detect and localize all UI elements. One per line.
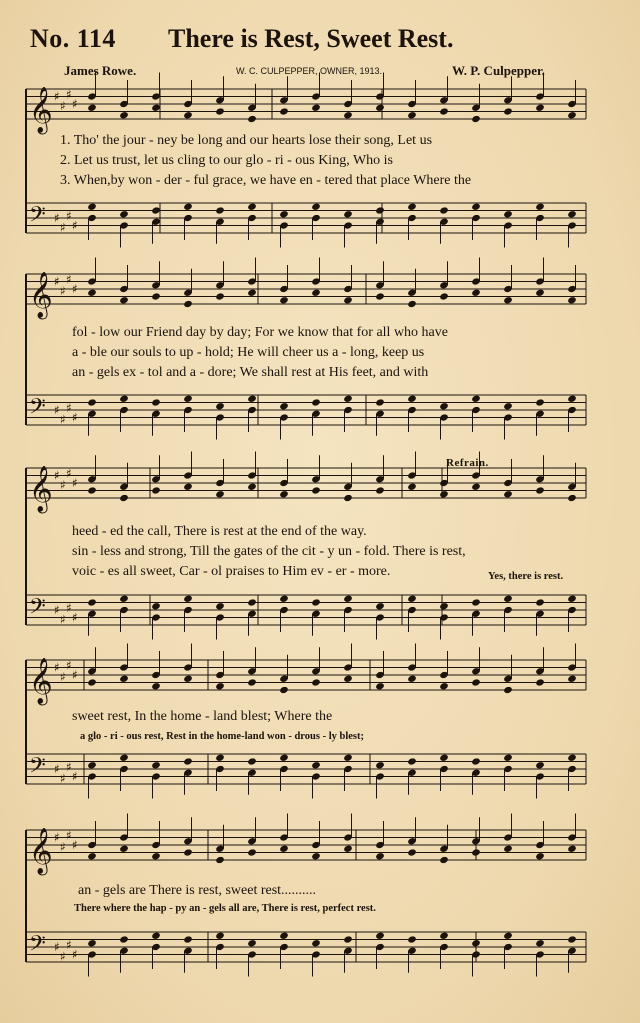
note-head: [343, 111, 353, 119]
note-head: [215, 292, 225, 300]
note-head: [279, 754, 289, 762]
note-head: [119, 845, 129, 853]
note-head: [151, 398, 161, 406]
note-head: [119, 296, 129, 304]
note-head: [151, 761, 161, 769]
note-head: [439, 682, 449, 690]
note-head: [215, 490, 225, 498]
note-head: [503, 845, 513, 853]
note-head: [279, 107, 289, 115]
hymn-title: There is Rest, Sweet Rest.: [168, 24, 454, 53]
refrain-label: Refrain.: [446, 457, 489, 469]
bass-clef-icon: 𝄢: [29, 394, 46, 425]
note-head: [407, 203, 417, 211]
bass-clef-icon: 𝄢: [29, 594, 46, 625]
lyric-line: a - ble our souls to up - hold; He will cheer us a - long, keep us: [72, 345, 425, 360]
note-head: [535, 598, 545, 606]
note-head: [279, 490, 289, 498]
note-head: [375, 932, 385, 940]
note-head: [119, 595, 129, 603]
note-head: [535, 852, 545, 860]
note-head: [375, 486, 385, 494]
note-head: [151, 292, 161, 300]
note-head: [87, 678, 97, 686]
lyric-line: sweet rest, In the home - land blest; Where the: [72, 709, 333, 724]
sharp-icon: ♯: [54, 830, 60, 845]
note-head: [567, 595, 577, 603]
note-head: [215, 206, 225, 214]
sharp-icon: ♯: [72, 769, 78, 784]
sharp-icon: ♯: [72, 947, 78, 962]
note-head: [343, 675, 353, 683]
bass-clef-icon: 𝄢: [29, 202, 46, 233]
lyric-line: an - gels are There is rest, sweet rest..........: [78, 883, 317, 898]
note-head: [247, 115, 257, 123]
note-head: [503, 686, 513, 694]
sharp-icon: ♯: [72, 97, 78, 111]
sharp-icon: ♯: [66, 401, 72, 416]
note-head: [87, 598, 97, 606]
note-head: [311, 289, 321, 297]
note-head: [567, 111, 577, 119]
note-head: [119, 494, 129, 502]
note-head: [279, 402, 289, 410]
sharp-icon: ♯: [60, 949, 66, 964]
note-head: [503, 932, 513, 940]
note-head: [471, 757, 481, 765]
note-head: [343, 494, 353, 502]
bass-clef-icon: 𝄢: [29, 931, 46, 962]
sharp-icon: ♯: [54, 468, 60, 483]
note-head: [279, 686, 289, 694]
sharp-icon: ♯: [72, 282, 78, 296]
note-head: [311, 398, 321, 406]
note-head: [279, 296, 289, 304]
note-head: [439, 206, 449, 214]
lyric-line: fol - low our Friend day by day; For we know that for all who have: [72, 325, 448, 340]
note-head: [535, 486, 545, 494]
note-head: [535, 289, 545, 297]
note-head: [311, 852, 321, 860]
sharp-icon: ♯: [72, 218, 78, 233]
note-head: [439, 107, 449, 115]
note-head: [343, 845, 353, 853]
note-head: [375, 602, 385, 610]
sharp-icon: ♯: [60, 669, 66, 684]
sharp-icon: ♯: [66, 601, 72, 616]
sharp-icon: ♯: [66, 828, 72, 843]
sharp-icon: ♯: [54, 660, 60, 675]
note-head: [247, 289, 257, 297]
note-head: [247, 939, 257, 947]
note-head: [119, 210, 129, 218]
note-head: [215, 754, 225, 762]
sharp-icon: ♯: [60, 98, 66, 113]
note-head: [183, 675, 193, 683]
note-head: [375, 852, 385, 860]
note-head: [407, 675, 417, 683]
note-head: [439, 402, 449, 410]
hymn-number: No. 114: [30, 24, 116, 53]
note-head: [567, 675, 577, 683]
note-head: [247, 678, 257, 686]
note-head: [247, 483, 257, 491]
note-head: [279, 932, 289, 940]
note-head: [311, 761, 321, 769]
note-head: [375, 206, 385, 214]
note-head: [87, 939, 97, 947]
lyric-line: heed - ed the call, There is rest at the end of the way.: [72, 524, 367, 539]
composer-credit: W. P. Culpepper.: [452, 63, 545, 78]
lyric-line: voic - es all sweet, Car - ol praises to Him ev - er - more.: [72, 564, 391, 579]
note-head: [119, 935, 129, 943]
note-head: [151, 682, 161, 690]
note-head: [247, 203, 257, 211]
note-head: [471, 598, 481, 606]
note-head: [151, 486, 161, 494]
note-head: [119, 754, 129, 762]
note-head: [407, 848, 417, 856]
treble-clef-icon: 𝄞: [29, 272, 53, 318]
note-head: [471, 483, 481, 491]
sharp-icon: ♯: [54, 89, 60, 104]
sharp-icon: ♯: [72, 610, 78, 625]
sharp-icon: ♯: [66, 760, 72, 775]
sharp-icon: ♯: [66, 658, 72, 673]
bass-clef-icon: 𝄢: [29, 753, 46, 784]
lyric-line: 3. When,by won - der - ful grace, we have en - tered that place Where the: [60, 173, 472, 188]
sharp-icon: ♯: [72, 476, 78, 490]
note-head: [439, 754, 449, 762]
note-head: [535, 104, 545, 112]
note-head: [503, 210, 513, 218]
note-head: [119, 675, 129, 683]
note-head: [375, 682, 385, 690]
sharp-icon: ♯: [66, 466, 72, 481]
note-head: [151, 206, 161, 214]
note-head: [407, 111, 417, 119]
note-head: [503, 296, 513, 304]
note-head: [151, 852, 161, 860]
note-head: [247, 598, 257, 606]
lyric-line: an - gels ex - tol and a - dore; We shall rest at His feet, and with: [72, 365, 429, 380]
note-head: [183, 395, 193, 403]
note-head: [407, 395, 417, 403]
note-head: [375, 761, 385, 769]
sharp-icon: ♯: [60, 612, 66, 627]
note-head: [503, 490, 513, 498]
note-head: [567, 395, 577, 403]
note-head: [407, 300, 417, 308]
note-head: [471, 939, 481, 947]
copyright-owner: W. C. CULPEPPER, OWNER, 1913.: [236, 66, 383, 76]
sharp-icon: ♯: [54, 403, 60, 417]
note-head: [87, 398, 97, 406]
sharp-icon: ♯: [72, 838, 78, 852]
note-head: [535, 761, 545, 769]
sharp-icon: ♯: [72, 410, 78, 425]
note-head: [503, 595, 513, 603]
note-head: [439, 490, 449, 498]
note-head: [567, 935, 577, 943]
note-head: [183, 300, 193, 308]
sharp-icon: ♯: [66, 87, 72, 102]
note-head: [183, 757, 193, 765]
sharp-icon: ♯: [66, 272, 72, 287]
note-head: [87, 486, 97, 494]
note-head: [87, 104, 97, 112]
note-head: [375, 398, 385, 406]
note-head: [343, 296, 353, 304]
note-head: [503, 107, 513, 115]
note-head: [87, 761, 97, 769]
note-head: [375, 292, 385, 300]
note-head: [439, 856, 449, 864]
note-head: [407, 483, 417, 491]
sharp-icon: ♯: [72, 668, 78, 682]
lyric-line: sin - less and strong, Till the gates of the cit - y un - fold. There is rest,: [72, 544, 466, 559]
sharp-icon: ♯: [66, 209, 72, 224]
sharp-icon: ♯: [60, 771, 66, 786]
note-head: [87, 289, 97, 297]
note-head: [471, 678, 481, 686]
note-head: [183, 483, 193, 491]
note-head: [311, 598, 321, 606]
note-head: [279, 845, 289, 853]
note-head: [119, 111, 129, 119]
note-head: [503, 402, 513, 410]
sharp-icon: ♯: [66, 938, 72, 953]
note-head: [375, 104, 385, 112]
note-head: [535, 398, 545, 406]
lyric-line: 1. Tho' the jour - ney be long and our hearts lose their song, Let us: [60, 133, 433, 148]
note-head: [471, 203, 481, 211]
note-head: [151, 932, 161, 940]
lyric-line: 2. Let us trust, let us cling to our glo - ri - ous King, Who is: [60, 153, 393, 168]
note-head: [183, 595, 193, 603]
note-head: [279, 595, 289, 603]
note-head: [343, 754, 353, 762]
bass-response-text: Yes, there is rest.: [488, 571, 564, 582]
note-head: [343, 395, 353, 403]
note-head: [183, 935, 193, 943]
note-head: [343, 595, 353, 603]
treble-clef-icon: 𝄞: [29, 658, 53, 704]
sharp-icon: ♯: [54, 762, 60, 776]
treble-clef-icon: 𝄞: [29, 828, 53, 874]
note-head: [183, 203, 193, 211]
sharp-icon: ♯: [60, 220, 66, 235]
note-head: [247, 757, 257, 765]
sharp-icon: ♯: [60, 412, 66, 427]
note-head: [215, 602, 225, 610]
sharp-icon: ♯: [54, 603, 60, 617]
treble-clef-icon: 𝄞: [29, 466, 53, 512]
note-head: [215, 932, 225, 940]
bass-lyric-line: There where the hap - py an - gels all are, There is rest, perfect rest.: [74, 903, 376, 914]
note-head: [87, 852, 97, 860]
sharp-icon: ♯: [54, 211, 60, 225]
note-head: [183, 848, 193, 856]
note-head: [215, 682, 225, 690]
treble-clef-icon: 𝄞: [29, 87, 53, 133]
sharp-icon: ♯: [60, 839, 66, 854]
note-head: [439, 292, 449, 300]
note-head: [439, 932, 449, 940]
note-head: [311, 104, 321, 112]
note-head: [471, 395, 481, 403]
note-head: [535, 939, 545, 947]
note-head: [87, 203, 97, 211]
note-head: [119, 395, 129, 403]
note-head: [215, 402, 225, 410]
note-head: [151, 104, 161, 112]
note-head: [567, 296, 577, 304]
note-head: [471, 848, 481, 856]
sharp-icon: ♯: [54, 274, 60, 289]
note-head: [407, 935, 417, 943]
note-head: [311, 486, 321, 494]
note-head: [247, 395, 257, 403]
note-head: [215, 107, 225, 115]
lyricist-credit: James Rowe.: [64, 63, 137, 78]
note-head: [503, 754, 513, 762]
note-head: [535, 678, 545, 686]
note-head: [279, 210, 289, 218]
note-head: [567, 494, 577, 502]
note-head: [567, 210, 577, 218]
note-head: [183, 111, 193, 119]
note-head: [407, 757, 417, 765]
note-head: [215, 856, 225, 864]
note-head: [471, 289, 481, 297]
note-head: [311, 203, 321, 211]
note-head: [439, 602, 449, 610]
note-head: [311, 939, 321, 947]
note-head: [407, 595, 417, 603]
note-head: [151, 602, 161, 610]
note-head: [535, 203, 545, 211]
note-head: [311, 678, 321, 686]
note-head: [343, 935, 353, 943]
sharp-icon: ♯: [54, 940, 60, 954]
sharp-icon: ♯: [60, 477, 66, 492]
note-head: [471, 115, 481, 123]
note-head: [567, 754, 577, 762]
note-head: [343, 210, 353, 218]
sharp-icon: ♯: [60, 283, 66, 298]
note-head: [247, 848, 257, 856]
note-head: [567, 845, 577, 853]
bass-lyric-line: a glo - ri - ous rest, Rest in the home-land won - drous - ly blest;: [80, 731, 364, 742]
